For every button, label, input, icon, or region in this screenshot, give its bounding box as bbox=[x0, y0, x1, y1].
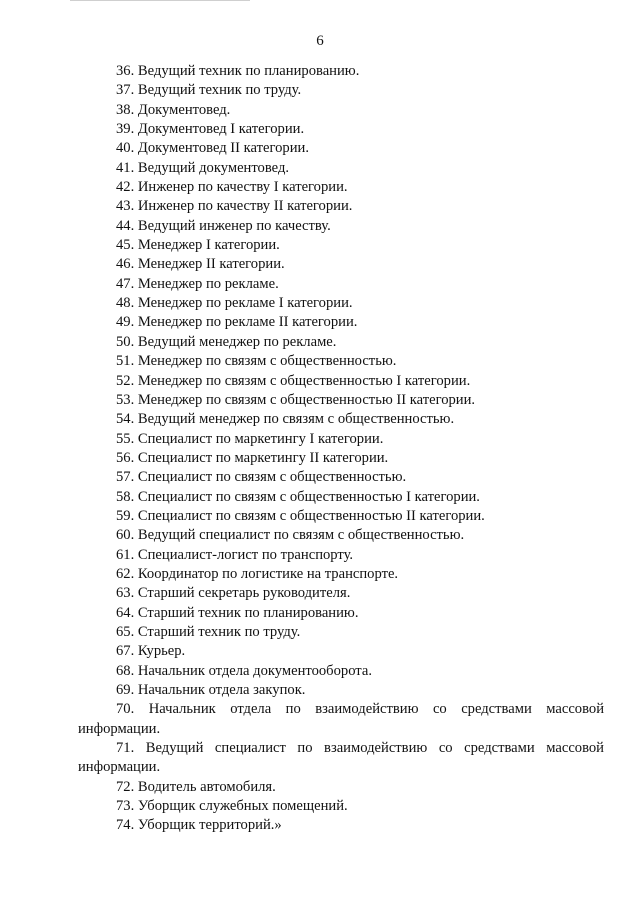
list-item: 45. Менеджер I категории. bbox=[116, 237, 280, 254]
list-item: 72. Водитель автомобиля. bbox=[116, 778, 276, 795]
list-item: 56. Специалист по маркетингу II категории. bbox=[116, 449, 389, 466]
list-item: 61. Специалист-логист по транспорту. bbox=[116, 546, 354, 563]
list-item: 52. Менеджер по связям с общественностью I категории. bbox=[116, 372, 471, 389]
list-item: 67. Курьер. bbox=[116, 643, 186, 660]
list-item: 69. Начальник отдела закупок. bbox=[116, 682, 306, 698]
list-item: 53. Менеджер по связям с общественностью II категории. bbox=[116, 391, 476, 408]
list-item: 63. Старший секретарь руководителя. bbox=[116, 585, 351, 602]
list-item: 64. Старший техник по планированию. bbox=[116, 604, 359, 621]
list-item: 71. Ведущий специалист по взаимодействию со средствами массовой информации. bbox=[78, 740, 604, 776]
list-item: 58. Специалист по связям с общественностью I категории. bbox=[116, 488, 480, 505]
list-item: 49. Менеджер по рекламе II категории. bbox=[116, 314, 358, 331]
list-item: 55. Специалист по маркетингу I категории. bbox=[116, 430, 384, 447]
list-item: 48. Менеджер по рекламе I категории. bbox=[116, 295, 353, 312]
list-item: 46. Менеджер II категории. bbox=[116, 256, 285, 273]
list-item: 60. Ведущий специалист по связям с общественностью. bbox=[116, 527, 465, 544]
list-item: 73. Уборщик служебных помещений. bbox=[116, 798, 348, 815]
list-item: 41. Ведущий документовед. bbox=[116, 159, 290, 176]
list-item: 62. Координатор по логистике на транспорте. bbox=[116, 565, 399, 582]
list-item: 51. Менеджер по связям с общественностью. bbox=[116, 353, 397, 370]
list-item: 74. Уборщик территорий.» bbox=[116, 817, 282, 834]
list-item: 42. Инженер по качеству I категории. bbox=[116, 179, 348, 196]
list-item: 37. Ведущий техник по труду. bbox=[116, 82, 302, 99]
list-item: 70. Начальник отдела по взаимодействию со средствами массовой информации. bbox=[78, 701, 604, 737]
scan-artifact-line bbox=[70, 0, 250, 1]
position-list bbox=[78, 62, 604, 836]
list-item: 47. Менеджер по рекламе. bbox=[116, 275, 279, 292]
page-number: 6 bbox=[316, 33, 324, 49]
list-item: 65. Старший техник по труду. bbox=[116, 623, 301, 640]
list-item: 54. Ведущий менеджер по связям с общественностью. bbox=[116, 411, 455, 428]
list-item: 43. Инженер по качеству II категории. bbox=[116, 198, 353, 215]
list-item: 38. Документовед. bbox=[116, 101, 231, 118]
list-item: 39. Документовед I категории. bbox=[116, 121, 305, 138]
list-item: 57. Специалист по связям с общественностью. bbox=[116, 469, 407, 486]
list-item: 59. Специалист по связям с общественностью II категории. bbox=[116, 507, 485, 524]
list-item: 36. Ведущий техник по планированию. bbox=[116, 63, 360, 79]
list-item: 44. Ведущий инженер по качеству. bbox=[116, 217, 331, 234]
list-item: 40. Документовед II категории. bbox=[116, 140, 309, 157]
list-item: 68. Начальник отдела документооборота. bbox=[116, 662, 372, 679]
list-item: 50. Ведущий менеджер по рекламе. bbox=[116, 333, 337, 350]
